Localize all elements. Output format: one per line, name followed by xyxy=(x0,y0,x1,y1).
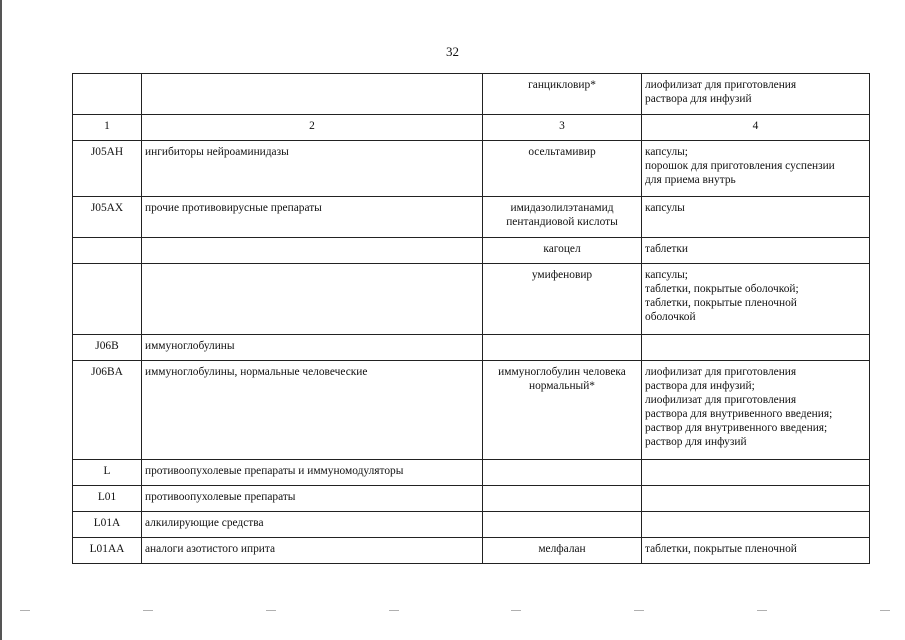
column-header-3: 3 xyxy=(483,115,642,141)
scan-artifacts xyxy=(20,610,890,616)
cell-drug xyxy=(483,486,642,512)
cell-drug xyxy=(483,335,642,361)
cell-form: таблетки, покрытые пленочной xyxy=(642,538,870,564)
table-row-continuation xyxy=(73,74,870,115)
cell-group: иммуноглобулины xyxy=(142,335,483,361)
table-row xyxy=(73,460,870,486)
cell-drug xyxy=(483,460,642,486)
cell-code: L xyxy=(73,460,142,486)
cell-group xyxy=(142,238,483,264)
table-header-row xyxy=(73,115,870,141)
cell-form xyxy=(642,335,870,361)
cell-group: алкилирующие средства xyxy=(142,512,483,538)
cell-group: аналоги азотистого иприта xyxy=(142,538,483,564)
cell-code: J05AX xyxy=(73,197,142,238)
cell-drug: умифеновир xyxy=(483,264,642,335)
cell-code: L01AA xyxy=(73,538,142,564)
cell-code: J06BA xyxy=(73,361,142,460)
cell-form: лиофилизат для приготовления раствора для инфузий; лиофилизат для приготовления раствора для внутривенного введения; раствор для внутривенного введения; раствор для инфузий xyxy=(642,361,870,460)
cell-form xyxy=(642,486,870,512)
cell-drug xyxy=(483,512,642,538)
table-row xyxy=(73,512,870,538)
cell-code: L01 xyxy=(73,486,142,512)
cell-drug: иммуноглобулин человека нормальный* xyxy=(483,361,642,460)
cell-code xyxy=(73,264,142,335)
cell-drug: кагоцел xyxy=(483,238,642,264)
cell-form xyxy=(642,512,870,538)
cell-group xyxy=(142,264,483,335)
cell-group xyxy=(142,74,483,115)
page-edge-shadow xyxy=(0,0,2,640)
cell-code xyxy=(73,74,142,115)
cell-group: прочие противовирусные препараты xyxy=(142,197,483,238)
cell-group: противоопухолевые препараты xyxy=(142,486,483,512)
table-row xyxy=(73,361,870,460)
cell-group: иммуноглобулины, нормальные человеческие xyxy=(142,361,483,460)
cell-code: L01A xyxy=(73,512,142,538)
table-row xyxy=(73,238,870,264)
cell-form: таблетки xyxy=(642,238,870,264)
cell-group: противоопухолевые препараты и иммуномодуляторы xyxy=(142,460,483,486)
cell-code xyxy=(73,238,142,264)
drug-table xyxy=(72,73,870,564)
cell-drug: осельтамивир xyxy=(483,141,642,197)
table-row xyxy=(73,335,870,361)
cell-form: капсулы; таблетки, покрытые оболочкой; таблетки, покрытые пленочной оболочкой xyxy=(642,264,870,335)
cell-form: капсулы; порошок для приготовления суспензии для приема внутрь xyxy=(642,141,870,197)
table-row xyxy=(73,264,870,335)
table-row xyxy=(73,486,870,512)
cell-form: лиофилизат для приготовления раствора для инфузий xyxy=(642,74,870,115)
page-number: 32 xyxy=(446,44,459,59)
column-header-2: 2 xyxy=(142,115,483,141)
column-header-4: 4 xyxy=(642,115,870,141)
table-row xyxy=(73,141,870,197)
table-row xyxy=(73,538,870,564)
cell-drug: имидазолилэтанамид пентандиовой кислоты xyxy=(483,197,642,238)
column-header-1: 1 xyxy=(73,115,142,141)
cell-drug: ганцикловир* xyxy=(483,74,642,115)
cell-form xyxy=(642,460,870,486)
cell-code: J05AH xyxy=(73,141,142,197)
cell-group: ингибиторы нейроаминидазы xyxy=(142,141,483,197)
cell-form: капсулы xyxy=(642,197,870,238)
table-row xyxy=(73,197,870,238)
cell-code: J06B xyxy=(73,335,142,361)
cell-drug: мелфалан xyxy=(483,538,642,564)
